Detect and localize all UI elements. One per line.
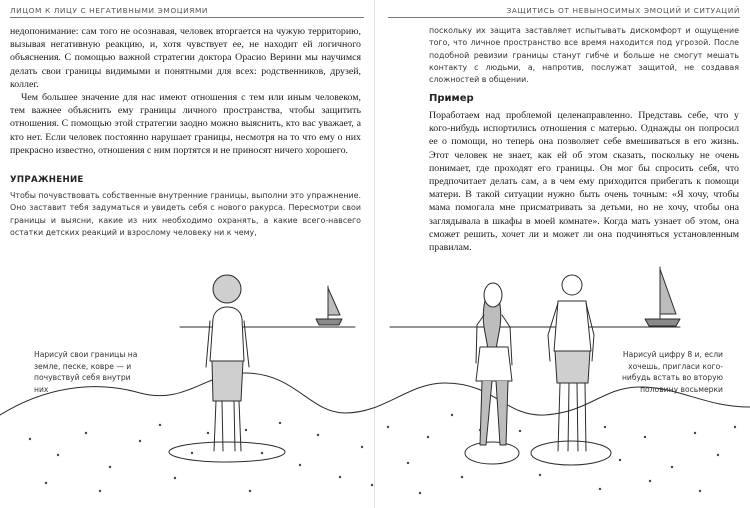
exercise-heading: УПРАЖНЕНИЕ (10, 175, 84, 185)
sailboat-left (316, 286, 342, 325)
ground-oval (169, 442, 285, 462)
paragraph: Чем большее значение для нас имеют отношения с тем или иным человеком, тем важнее объяснить ему границы личного пространства, чтобы защитить отношения. С помощью этой стратегии заодно можно выяснить, кто вас уважает, а кто нет. Если человек постоянно нарушает границы, несмотря на то что ему о них прекрасно известно, отношения с ним портятся и не приносят ничего хорошего. (10, 92, 361, 156)
person-woman (476, 283, 512, 445)
figure-eight-right-loop (531, 441, 611, 465)
running-header-left: ЛИЦОМ К ЛИЦУ С НЕГАТИВНЫМИ ЭМОЦИЯМИ (10, 6, 209, 15)
header-rule-left (10, 17, 364, 18)
left-body-text (10, 25, 361, 157)
caption-left: Нарисуй свои границы на земле, песке, ковре — и почувствуй себя внутри них (34, 350, 138, 395)
figure-eight-left-loop (465, 442, 519, 464)
caption-right: Нарисуй цифру 8 и, если хочешь, пригласи кого-нибудь встать во вторую половину восьмерки (621, 350, 723, 395)
person-man (548, 275, 594, 451)
header-rule-right (388, 17, 740, 18)
sailboat-right (645, 267, 680, 326)
sand-dots (29, 414, 736, 494)
running-header-right: ЗАЩИТИСЬ ОТ НЕВЫНОСИМЫХ ЭМОЦИЙ И СИТУАЦИЙ (506, 6, 740, 15)
example-text: Поработаем над проблемой целенаправленно. Представь себе, что у кого-нибудь испортились отношения с матерью. Однажды он попросил ее о помощи, но теперь она позволяет себе вмешиваться в его жизнь. Этот человек не знает, как ей об этом сказать, поскольку не очень понимает, где проходят его границы. Он мог бы спросить себя, что предпочитает делать сам, а в чем ему приходится прибегать к помощи матери. В такой ситуации нужно быть очень точным: «Я хочу, чтобы мама помогала мне присматривать за детьми, но не хочу, чтобы она заглядывала в шкафы в моей комнате». Когда мать узнает об этом, она сможет решить, хочет ли и может ли она подчиняться установленным правилам. (429, 110, 739, 254)
paragraph: недопонимание: сам того не осознавая, человек вторгается на чужую территорию, вызывая негативную реакцию, и, хотя чувствует ее, не находит ей логичного объяснения. С помощью важной стратегии доктора Орасио Верини мы научимся делать свои границы видимыми и понятными для всех: родственников, друзей, коллег. (10, 26, 361, 90)
person-back-view (206, 275, 249, 451)
exercise-text: Чтобы почувствовать собственные внутренние границы, выполни это упражнение. Оно заставит тебя задуматься и увидеть себя с нового ракурса. Пересмотри свои границы и выясни, какие из них необходимо охранять, а какие всего-навсего остатки детских реакций и взрослому человеку ни к чему, (10, 191, 361, 237)
example-heading: Пример (429, 93, 474, 104)
right-intro-text: поскольку их защита заставляет испытывать дискомфорт и ощущение того, что личное пространство все время находится под угрозой. После подобной ревизии границы станут гибче и больше не смогут мешать контакту с людьми, а, напротив, послужат защитой, не создавая сложностей в общении. (429, 26, 739, 85)
